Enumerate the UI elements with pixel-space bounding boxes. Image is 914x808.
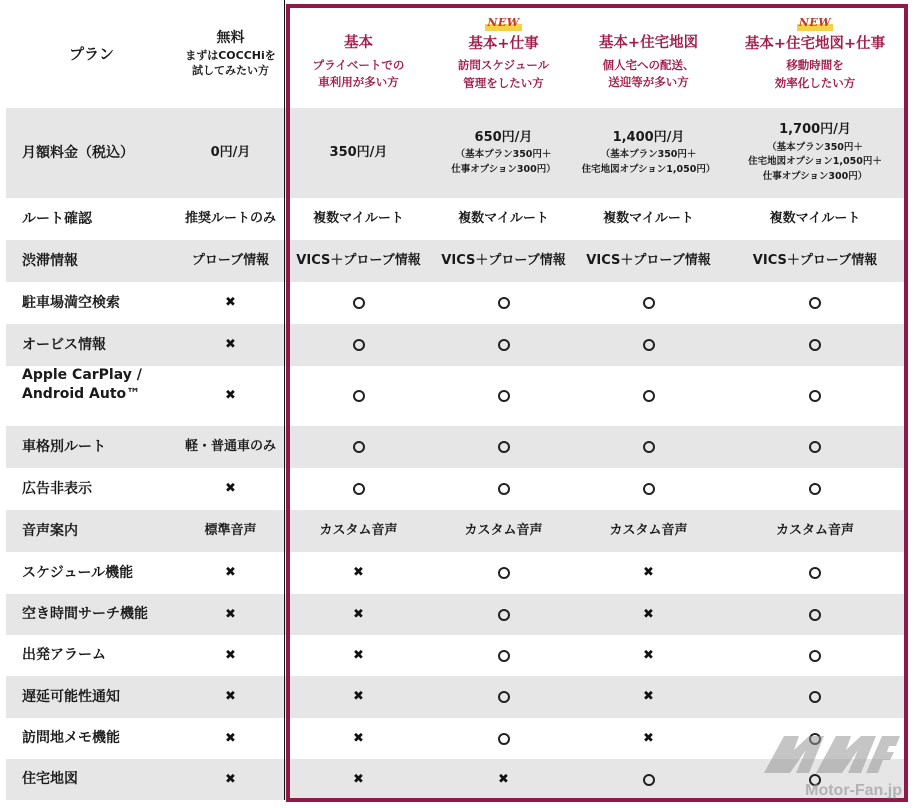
map-plan-desc-line2: 送迎等が多い方 bbox=[608, 74, 689, 89]
row-value bbox=[177, 282, 285, 324]
row-label: 出発アラーム bbox=[22, 647, 106, 664]
available-mark-icon bbox=[809, 733, 821, 745]
row-value bbox=[432, 635, 575, 676]
row-value: VICS＋プローブ情報 bbox=[285, 240, 432, 282]
plan-column-title: プラン bbox=[68, 44, 114, 63]
row-value bbox=[722, 366, 908, 426]
available-mark-icon bbox=[809, 567, 821, 579]
price-work bbox=[432, 108, 575, 198]
header-map-plan bbox=[575, 0, 722, 108]
row-value bbox=[575, 426, 722, 468]
new-badge: NEW bbox=[487, 16, 520, 30]
price-basic: 350円/月 bbox=[285, 108, 432, 198]
price-work-main: 650円/月 bbox=[474, 129, 533, 145]
price-map-main: 1,400円/月 bbox=[612, 129, 685, 145]
row-label: 遅延可能性通知 bbox=[6, 676, 177, 718]
row-value bbox=[177, 718, 285, 759]
available-mark-icon bbox=[498, 297, 510, 309]
row-value: カスタム音声 bbox=[285, 510, 432, 552]
map-plan-name: 基本+住宅地図 bbox=[598, 34, 699, 51]
header-basic-plan bbox=[285, 0, 432, 108]
available-mark-icon bbox=[809, 691, 821, 703]
row-value bbox=[177, 468, 285, 510]
basic-plan-name: 基本 bbox=[344, 34, 373, 51]
unavailable-mark-icon: ✖ bbox=[225, 337, 236, 353]
row-value bbox=[722, 426, 908, 468]
row-value bbox=[575, 635, 722, 676]
available-mark-icon bbox=[498, 567, 510, 579]
available-mark-icon bbox=[353, 441, 365, 453]
unavailable-mark-icon: ✖ bbox=[643, 647, 654, 663]
row-value bbox=[177, 366, 285, 426]
row-value bbox=[285, 759, 432, 800]
available-mark-icon bbox=[498, 390, 510, 402]
row-value: 軽・普通車のみ bbox=[177, 426, 285, 468]
row-value bbox=[177, 324, 285, 366]
work-plan-desc-line2: 管理をしたい方 bbox=[463, 75, 544, 90]
row-label-line1: Apple CarPlay / bbox=[22, 367, 142, 383]
row-value: 標準音声 bbox=[177, 510, 285, 552]
row-value: 複数マイルート bbox=[313, 211, 404, 227]
row-label: オービス情報 bbox=[6, 324, 177, 366]
price-label: 月額料金（税込） bbox=[6, 108, 177, 198]
header-plan-label bbox=[6, 0, 177, 108]
header-work-plan bbox=[432, 0, 575, 108]
unavailable-mark-icon: ✖ bbox=[225, 565, 236, 581]
available-mark-icon bbox=[809, 650, 821, 662]
available-mark-icon bbox=[498, 483, 510, 495]
unavailable-mark-icon: ✖ bbox=[353, 689, 364, 705]
price-all-main: 1,700円/月 bbox=[779, 122, 851, 138]
row-value bbox=[722, 324, 908, 366]
row-value: 複数マイルート bbox=[458, 211, 549, 227]
available-mark-icon bbox=[498, 609, 510, 621]
row-value bbox=[432, 676, 575, 718]
available-mark-icon bbox=[809, 441, 821, 453]
available-mark-icon bbox=[643, 441, 655, 453]
row-value bbox=[285, 468, 432, 510]
row-value bbox=[285, 282, 432, 324]
row-value bbox=[432, 759, 575, 800]
available-mark-icon bbox=[643, 297, 655, 309]
available-mark-icon bbox=[353, 297, 365, 309]
row-label bbox=[6, 366, 177, 426]
available-mark-icon bbox=[498, 691, 510, 703]
available-mark-icon bbox=[809, 774, 821, 786]
row-value bbox=[722, 594, 908, 635]
row-value bbox=[722, 635, 908, 676]
unavailable-mark-icon: ✖ bbox=[353, 606, 364, 622]
row-value: VICS＋プローブ情報 bbox=[432, 240, 575, 282]
available-mark-icon bbox=[809, 609, 821, 621]
row-value bbox=[285, 594, 432, 635]
row-value bbox=[432, 366, 575, 426]
unavailable-mark-icon: ✖ bbox=[353, 730, 364, 746]
available-mark-icon bbox=[353, 483, 365, 495]
row-value bbox=[432, 282, 575, 324]
unavailable-mark-icon: ✖ bbox=[225, 388, 236, 404]
row-value bbox=[722, 282, 908, 324]
row-value bbox=[177, 594, 285, 635]
plan-comparison-table bbox=[6, 0, 908, 808]
row-value bbox=[432, 552, 575, 594]
header-free-plan bbox=[177, 0, 285, 108]
row-value bbox=[575, 594, 722, 635]
row-value bbox=[432, 324, 575, 366]
available-mark-icon bbox=[498, 650, 510, 662]
price-map-note1: （基本プラン350円＋ bbox=[600, 149, 697, 161]
row-value bbox=[285, 552, 432, 594]
available-mark-icon bbox=[809, 339, 821, 351]
unavailable-mark-icon: ✖ bbox=[225, 295, 236, 311]
row-value: 推奨ルートのみ bbox=[177, 198, 285, 240]
price-all bbox=[722, 108, 908, 198]
row-value: VICS＋プローブ情報 bbox=[575, 240, 722, 282]
row-value bbox=[432, 426, 575, 468]
row-value: カスタム音声 bbox=[722, 510, 908, 552]
row-label: 住宅地図 bbox=[6, 759, 177, 800]
row-value bbox=[575, 552, 722, 594]
row-value bbox=[575, 676, 722, 718]
row-value: カスタム音声 bbox=[575, 510, 722, 552]
unavailable-mark-icon: ✖ bbox=[498, 771, 509, 787]
row-value bbox=[285, 324, 432, 366]
unavailable-mark-icon: ✖ bbox=[225, 481, 236, 497]
row-value bbox=[722, 718, 908, 759]
row-value bbox=[285, 718, 432, 759]
basic-plan-desc-line2: 車利用が多い方 bbox=[318, 74, 399, 89]
unavailable-mark-icon: ✖ bbox=[643, 606, 654, 622]
price-work-note1: （基本プラン350円＋ bbox=[455, 149, 552, 161]
available-mark-icon bbox=[809, 297, 821, 309]
map-plan-desc-line1: 個人宅への配送、 bbox=[602, 57, 695, 72]
row-value bbox=[177, 676, 285, 718]
unavailable-mark-icon: ✖ bbox=[353, 565, 364, 581]
row-value bbox=[285, 635, 432, 676]
row-value: 複数マイルート bbox=[769, 211, 861, 227]
available-mark-icon bbox=[643, 339, 655, 351]
row-value bbox=[575, 366, 722, 426]
all-plan-desc-line2: 効率化したい方 bbox=[774, 75, 856, 90]
available-mark-icon bbox=[643, 390, 655, 402]
free-plan-name: 無料 bbox=[216, 29, 245, 46]
row-value bbox=[177, 635, 285, 676]
row-value bbox=[575, 718, 722, 759]
row-value: カスタム音声 bbox=[432, 510, 575, 552]
work-plan-desc-line1: 訪問スケジュール bbox=[457, 58, 550, 73]
price-all-note3: 仕事オプション300円） bbox=[762, 171, 868, 183]
row-label: 空き時間サーチ機能 bbox=[6, 594, 177, 635]
unavailable-mark-icon: ✖ bbox=[643, 689, 654, 705]
available-mark-icon bbox=[498, 339, 510, 351]
row-label: 広告非表示 bbox=[22, 480, 92, 497]
row-label: 渋滞情報 bbox=[6, 240, 177, 282]
unavailable-mark-icon: ✖ bbox=[643, 730, 654, 746]
all-plan-name: 基本+住宅地図+仕事 bbox=[744, 35, 886, 52]
row-value bbox=[432, 594, 575, 635]
row-label: 音声案内 bbox=[6, 510, 177, 552]
price-map-note2: 住宅地図オプション1,050円） bbox=[581, 163, 716, 175]
available-mark-icon bbox=[643, 774, 655, 786]
row-value bbox=[575, 759, 722, 800]
available-mark-icon bbox=[498, 733, 510, 745]
price-free: 0円/月 bbox=[177, 108, 285, 198]
row-value bbox=[575, 324, 722, 366]
price-map bbox=[575, 108, 722, 198]
row-label: ルート確認 bbox=[22, 210, 92, 227]
row-value bbox=[722, 468, 908, 510]
row-value bbox=[177, 552, 285, 594]
row-value bbox=[285, 676, 432, 718]
unavailable-mark-icon: ✖ bbox=[225, 647, 236, 663]
available-mark-icon bbox=[353, 390, 365, 402]
free-plan-desc-line2: 試してみたい方 bbox=[192, 64, 269, 78]
available-mark-icon bbox=[809, 390, 821, 402]
watermark-text: Motor-Fan.jp bbox=[805, 782, 902, 799]
row-value: VICS＋プローブ情報 bbox=[722, 240, 908, 282]
row-label-line2: Android Auto™ bbox=[22, 385, 141, 402]
row-value bbox=[432, 468, 575, 510]
row-value bbox=[722, 552, 908, 594]
available-mark-icon bbox=[643, 483, 655, 495]
row-value: 複数マイルート bbox=[603, 211, 694, 227]
unavailable-mark-icon: ✖ bbox=[353, 771, 364, 787]
row-value: プローブ情報 bbox=[177, 240, 285, 282]
price-work-note2: 仕事オプション300円） bbox=[451, 163, 556, 175]
row-label: 車格別ルート bbox=[6, 426, 177, 468]
basic-plan-desc-line1: プライベートでの bbox=[312, 57, 405, 72]
unavailable-mark-icon: ✖ bbox=[225, 771, 236, 787]
available-mark-icon bbox=[809, 483, 821, 495]
row-value bbox=[722, 676, 908, 718]
row-value bbox=[432, 718, 575, 759]
row-value bbox=[177, 759, 285, 800]
new-badge: NEW bbox=[798, 16, 832, 30]
unavailable-mark-icon: ✖ bbox=[353, 647, 364, 663]
price-all-note2: 住宅地図オプション1,050円＋ bbox=[748, 156, 882, 168]
row-label: スケジュール機能 bbox=[22, 564, 134, 581]
unavailable-mark-icon: ✖ bbox=[643, 565, 654, 581]
unavailable-mark-icon: ✖ bbox=[225, 606, 236, 622]
all-plan-desc-line1: 移動時間を bbox=[786, 58, 844, 73]
row-value bbox=[285, 366, 432, 426]
price-all-note1: （基本プラン350円＋ bbox=[767, 141, 863, 153]
available-mark-icon bbox=[498, 441, 510, 453]
available-mark-icon bbox=[353, 339, 365, 351]
row-value bbox=[722, 759, 908, 800]
unavailable-mark-icon: ✖ bbox=[225, 730, 236, 746]
row-label: 駐車場満空検索 bbox=[22, 294, 120, 311]
work-plan-name: 基本+仕事 bbox=[468, 35, 539, 52]
row-value bbox=[575, 282, 722, 324]
row-value bbox=[285, 426, 432, 468]
header-all-plan bbox=[722, 0, 908, 108]
unavailable-mark-icon: ✖ bbox=[225, 689, 236, 705]
row-label: 訪問地メモ機能 bbox=[22, 730, 120, 747]
free-plan-desc-line1: まずはCOCCHiを bbox=[185, 48, 276, 62]
row-value bbox=[575, 468, 722, 510]
